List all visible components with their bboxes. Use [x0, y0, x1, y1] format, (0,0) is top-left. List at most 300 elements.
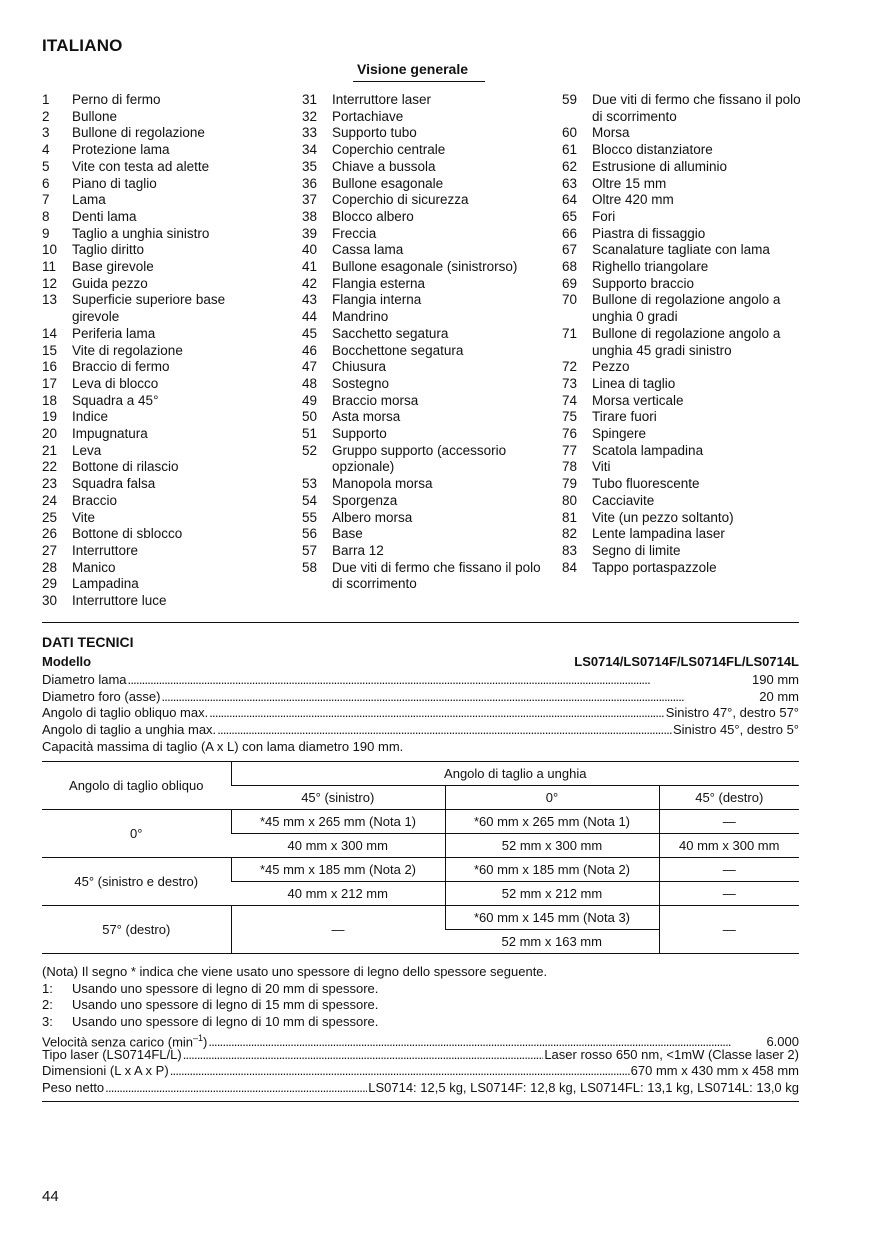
item-label: Interruttore	[72, 542, 139, 558]
item-label: Base girevole	[72, 259, 154, 275]
table-cell: —	[659, 810, 799, 834]
parts-list-column-2	[302, 92, 542, 593]
item-label: Taglio a unghia sinistro	[72, 225, 210, 241]
leader-dots	[183, 1047, 544, 1064]
item-label: Lama	[72, 192, 106, 208]
item-number: 39	[302, 225, 318, 241]
item-label: Bullone di regolazione angolo a unghia 0 gradi	[592, 292, 781, 325]
item-number: 17	[42, 375, 58, 391]
item-number: 41	[302, 259, 318, 275]
item-number: 65	[562, 208, 578, 224]
item-number: 23	[42, 476, 58, 492]
leader-dots	[217, 722, 672, 739]
item-label: Barra 12	[332, 542, 384, 558]
note-item	[42, 997, 799, 1014]
item-number: 79	[562, 476, 578, 492]
list-item	[562, 359, 802, 376]
list-item	[42, 176, 252, 193]
list-item	[302, 209, 542, 226]
item-label: Flangia interna	[332, 292, 422, 308]
table-cell: 40 mm x 212 mm	[231, 882, 445, 906]
list-item	[42, 526, 252, 543]
item-number: 19	[42, 409, 58, 425]
item-label: Morsa	[592, 125, 630, 141]
item-number: 69	[562, 275, 578, 291]
spec-label: Diametro foro (asse)	[42, 688, 161, 704]
item-number: 77	[562, 442, 578, 458]
item-label: Supporto	[332, 426, 387, 442]
list-item	[42, 242, 252, 259]
item-number: 1	[42, 92, 50, 107]
list-item	[562, 276, 802, 293]
list-item	[302, 159, 542, 176]
parts-list-column-3	[562, 92, 802, 576]
item-number: 70	[562, 292, 578, 308]
bottom-divider	[42, 1101, 799, 1102]
table-cell: 52 mm x 212 mm	[445, 882, 659, 906]
spec-value: 190 mm	[752, 672, 799, 687]
item-number: 83	[562, 542, 578, 558]
item-label: Lente lampadina laser	[592, 526, 725, 542]
item-label: Blocco distanziatore	[592, 142, 713, 158]
item-number: 10	[42, 242, 58, 258]
model-row	[42, 654, 799, 669]
note-item	[42, 981, 799, 998]
list-item	[42, 493, 252, 510]
item-label: Piano di taglio	[72, 175, 157, 191]
item-label: Scanalature tagliate con lama	[592, 242, 770, 258]
spec-value: 20 mm	[759, 688, 799, 704]
list-item	[302, 292, 542, 309]
list-item	[302, 326, 542, 343]
language-heading: ITALIANO	[42, 36, 123, 55]
parts-list-column-1	[42, 92, 252, 610]
item-number: 84	[562, 559, 578, 575]
list-item	[42, 109, 252, 126]
item-number: 43	[302, 292, 318, 308]
item-number: 64	[562, 192, 578, 208]
item-number: 18	[42, 392, 58, 408]
item-number: 52	[302, 442, 318, 458]
item-label: Coperchio di sicurezza	[332, 192, 469, 208]
spec-value: Sinistro 45°, destro 5°	[672, 721, 799, 737]
item-label: Base	[332, 526, 363, 542]
item-label: Impugnatura	[72, 426, 148, 442]
overview-heading: Visione generale	[357, 61, 469, 77]
item-number: 35	[302, 158, 318, 174]
item-label: Lampadina	[72, 576, 139, 592]
item-number: 72	[562, 359, 578, 375]
item-number: 78	[562, 459, 578, 475]
list-item	[302, 276, 542, 293]
note-item	[42, 1014, 799, 1031]
spec-label: Diametro lama	[42, 672, 127, 687]
item-label: Oltre 420 mm	[592, 192, 674, 208]
item-label: Due viti di fermo che fissano il polo di scorrimento	[332, 559, 541, 592]
list-item	[42, 510, 252, 527]
item-number: 59	[562, 92, 578, 107]
item-number: 4	[42, 142, 50, 158]
item-label: Tirare fuori	[592, 409, 657, 425]
item-number: 28	[42, 559, 58, 575]
item-label: Pezzo	[592, 359, 630, 375]
item-number: 21	[42, 442, 58, 458]
item-label: Bullone di regolazione	[72, 125, 205, 141]
spec-label: Tipo laser (LS0714FL/L)	[42, 1046, 182, 1062]
item-number: 5	[42, 158, 50, 174]
note-number: 1:	[42, 980, 53, 996]
item-number: 62	[562, 158, 578, 174]
item-label: Vite	[72, 509, 96, 525]
table-cell: —	[659, 882, 799, 906]
item-number: 31	[302, 92, 318, 107]
list-item	[42, 192, 252, 209]
item-label: Fori	[592, 208, 616, 224]
item-label: Mandrino	[332, 309, 389, 325]
spec-row	[42, 705, 799, 722]
item-number: 44	[302, 309, 318, 325]
model-label: Modello	[42, 654, 92, 669]
item-label: Blocco albero	[332, 208, 414, 224]
table-cell: *60 mm x 265 mm (Nota 1)	[445, 810, 659, 834]
item-number: 3	[42, 125, 50, 141]
item-label: Viti	[592, 459, 611, 475]
item-number: 37	[302, 192, 318, 208]
list-item	[42, 443, 252, 460]
header-bevel: Angolo di taglio a unghia	[231, 762, 799, 786]
item-number: 33	[302, 125, 318, 141]
spec-row	[42, 689, 799, 706]
item-label: Guida pezzo	[72, 275, 148, 291]
section-divider	[42, 622, 799, 623]
list-item	[42, 359, 252, 376]
list-item	[562, 125, 802, 142]
item-label: Manopola morsa	[332, 476, 433, 492]
list-item	[302, 376, 542, 393]
item-number: 48	[302, 375, 318, 391]
list-item	[562, 292, 802, 325]
item-label: Leva	[72, 442, 102, 458]
list-item	[302, 242, 542, 259]
notes-block	[42, 964, 799, 1030]
item-number: 76	[562, 426, 578, 442]
item-label: Indice	[72, 409, 109, 425]
item-label: Vite con testa ad alette	[72, 158, 210, 174]
item-label: Flangia esterna	[332, 275, 426, 291]
spec-row	[42, 672, 799, 689]
list-item	[302, 393, 542, 410]
list-item	[562, 560, 802, 577]
item-label: Estrusione di alluminio	[592, 158, 728, 174]
item-label: Sostegno	[332, 375, 390, 391]
item-number: 8	[42, 208, 50, 224]
spec-value: Laser rosso 650 nm, <1mW (Classe laser 2)	[544, 1046, 799, 1062]
list-item	[302, 426, 542, 443]
list-item	[562, 376, 802, 393]
list-item	[302, 476, 542, 493]
list-item	[42, 142, 252, 159]
list-item	[302, 526, 542, 543]
item-number: 60	[562, 125, 578, 141]
item-label: Superficie superiore base girevole	[72, 292, 226, 325]
item-number: 34	[302, 142, 318, 158]
spec-row-speed	[42, 1030, 799, 1050]
list-item	[42, 125, 252, 142]
spec-label: Peso netto	[42, 1079, 105, 1095]
item-number: 9	[42, 225, 50, 241]
spec-row-dimensions	[42, 1063, 799, 1080]
item-number: 54	[302, 492, 318, 508]
item-label: Freccia	[332, 225, 377, 241]
list-item	[562, 459, 802, 476]
item-label: Tubo fluorescente	[592, 476, 700, 492]
list-item	[42, 576, 252, 593]
item-label: Bullone esagonale	[332, 175, 444, 191]
item-label: Braccio di fermo	[72, 359, 170, 375]
spec-value: Sinistro 47°, destro 57°	[665, 705, 799, 720]
item-number: 45	[302, 325, 318, 341]
capacity-caption: Capacità massima di taglio (A x L) con lama diametro 190 mm.	[42, 739, 404, 754]
note-text: Usando uno spessore di legno di 15 mm di spessore.	[72, 997, 379, 1013]
model-value: LS0714/LS0714F/LS0714FL/LS0714L	[574, 654, 799, 669]
item-number: 42	[302, 275, 318, 291]
item-label: Leva di blocco	[72, 375, 159, 391]
list-item	[302, 409, 542, 426]
item-label: Albero morsa	[332, 509, 413, 525]
row-label-57: 57° (destro)	[42, 906, 231, 954]
item-number: 82	[562, 526, 578, 542]
list-item	[562, 142, 802, 159]
leader-dots	[105, 1080, 367, 1097]
item-label: Portachiave	[332, 108, 404, 124]
item-label: Bottone di rilascio	[72, 459, 179, 475]
list-item	[42, 393, 252, 410]
leader-dots	[128, 672, 752, 689]
list-item	[302, 359, 542, 376]
leader-dots	[170, 1063, 630, 1080]
item-label: Squadra falsa	[72, 476, 156, 492]
item-label: Due viti di fermo che fissano il polo di scorrimento	[592, 92, 801, 124]
list-item	[302, 176, 542, 193]
list-item	[302, 543, 542, 560]
list-item	[302, 560, 542, 593]
item-number: 58	[302, 559, 318, 575]
item-number: 20	[42, 426, 58, 442]
item-label: Righello triangolare	[592, 259, 709, 275]
list-item	[42, 259, 252, 276]
item-label: Denti lama	[72, 208, 137, 224]
subheader-45-right: 45° (destro)	[659, 786, 799, 810]
list-item	[302, 493, 542, 510]
list-item	[562, 242, 802, 259]
item-number: 51	[302, 426, 318, 442]
table-cell: 40 mm x 300 mm	[659, 834, 799, 858]
item-number: 80	[562, 492, 578, 508]
list-item	[42, 459, 252, 476]
list-item	[302, 109, 542, 126]
leader-dots	[209, 705, 665, 722]
note-number: 3:	[42, 1013, 53, 1029]
item-number: 67	[562, 242, 578, 258]
item-number: 27	[42, 542, 58, 558]
item-label: Sporgenza	[332, 492, 398, 508]
item-number: 15	[42, 342, 58, 358]
item-number: 66	[562, 225, 578, 241]
row-label-45: 45° (sinistro e destro)	[42, 858, 231, 906]
spec-value: LS0714: 12,5 kg, LS0714F: 12,8 kg, LS0714FL: 13,1 kg, LS0714L: 13,0 kg	[368, 1079, 799, 1095]
item-number: 38	[302, 208, 318, 224]
list-item	[302, 226, 542, 243]
spec-value: 670 mm x 430 mm x 458 mm	[630, 1063, 799, 1079]
item-number: 47	[302, 359, 318, 375]
item-label: Scatola lampadina	[592, 442, 704, 458]
item-label: Supporto tubo	[332, 125, 417, 141]
list-item	[42, 209, 252, 226]
item-number: 14	[42, 325, 58, 341]
overview-underline	[353, 81, 485, 82]
item-number: 36	[302, 175, 318, 191]
specs-list	[42, 672, 799, 738]
item-number: 40	[302, 242, 318, 258]
note-number: 2:	[42, 997, 53, 1013]
item-label: Cassa lama	[332, 242, 404, 258]
list-item	[562, 326, 802, 359]
item-label: Gruppo supporto (accessorio opzionale)	[332, 442, 507, 475]
leader-dots	[161, 689, 758, 706]
list-item	[42, 343, 252, 360]
item-number: 61	[562, 142, 578, 158]
spec-row	[42, 722, 799, 739]
spec-value: 6.000	[766, 1034, 799, 1050]
spec-label: Velocità senza carico $(\min^{-1})$	[42, 1033, 208, 1050]
item-label: Squadra a 45°	[72, 392, 159, 408]
list-item	[562, 443, 802, 460]
item-number: 63	[562, 175, 578, 191]
item-number: 49	[302, 392, 318, 408]
table-cell: *45 mm x 185 mm (Nota 2)	[231, 858, 445, 882]
item-label: Interruttore luce	[72, 593, 167, 609]
list-item	[42, 409, 252, 426]
row-label-0: 0°	[42, 810, 231, 858]
item-number: 50	[302, 409, 318, 425]
list-item	[302, 309, 542, 326]
table-cell: 40 mm x 300 mm	[231, 834, 445, 858]
item-label: Perno di fermo	[72, 92, 161, 107]
item-label: Interruttore laser	[332, 92, 432, 107]
item-label: Bullone	[72, 108, 118, 124]
table-cell: —	[659, 906, 799, 954]
item-number: 56	[302, 526, 318, 542]
list-item	[42, 376, 252, 393]
item-label: Bocchettone segatura	[332, 342, 464, 358]
list-item	[562, 476, 802, 493]
page-number: 44	[42, 1188, 59, 1205]
item-number: 46	[302, 342, 318, 358]
item-label: Bullone di regolazione angolo a unghia 45 gradi sinistro	[592, 325, 781, 358]
subheader-45-left: 45° (sinistro)	[231, 786, 445, 810]
note-text: Usando uno spessore di legno di 20 mm di spessore.	[72, 980, 379, 996]
specs-heading: DATI TECNICI	[42, 634, 134, 650]
table-cell: *60 mm x 145 mm (Nota 3)	[445, 906, 659, 930]
list-item	[302, 343, 542, 360]
item-label: Linea di taglio	[592, 375, 676, 391]
list-item	[562, 226, 802, 243]
list-item	[562, 393, 802, 410]
item-number: 16	[42, 359, 58, 375]
spec-row-weight	[42, 1080, 799, 1097]
item-label: Tappo portaspazzole	[592, 559, 717, 575]
table-cell: —	[231, 906, 445, 954]
spec-row-laser	[42, 1047, 799, 1064]
list-item	[562, 209, 802, 226]
list-item	[302, 92, 542, 109]
table-cell: 52 mm x 300 mm	[445, 834, 659, 858]
list-item	[562, 159, 802, 176]
list-item	[562, 259, 802, 276]
item-number: 7	[42, 192, 50, 208]
item-number: 71	[562, 325, 578, 341]
item-number: 26	[42, 526, 58, 542]
item-number: 57	[302, 542, 318, 558]
list-item	[562, 510, 802, 527]
list-item	[42, 593, 252, 610]
list-item	[562, 192, 802, 209]
list-item	[562, 493, 802, 510]
item-label: Periferia lama	[72, 325, 156, 341]
list-item	[42, 476, 252, 493]
list-item	[302, 443, 542, 476]
item-number: 24	[42, 492, 58, 508]
item-label: Bullone esagonale (sinistrorso)	[332, 259, 518, 275]
item-number: 55	[302, 509, 318, 525]
list-item	[562, 92, 802, 125]
item-number: 73	[562, 375, 578, 391]
item-number: 22	[42, 459, 58, 475]
item-number: 74	[562, 392, 578, 408]
list-item	[302, 259, 542, 276]
header-oblique: Angolo di taglio obliquo	[42, 762, 231, 810]
item-label: Vite (un pezzo soltanto)	[592, 509, 734, 525]
table-cell: —	[659, 858, 799, 882]
item-label: Spingere	[592, 426, 647, 442]
list-item	[562, 176, 802, 193]
item-number: 75	[562, 409, 578, 425]
list-item	[42, 426, 252, 443]
spec-label: Angolo di taglio obliquo max.	[42, 705, 209, 720]
table-cell: *45 mm x 265 mm (Nota 1)	[231, 810, 445, 834]
list-item	[562, 426, 802, 443]
list-item	[42, 92, 252, 109]
item-number: 53	[302, 476, 318, 492]
item-label: Braccio	[72, 492, 118, 508]
item-label: Supporto braccio	[592, 275, 695, 291]
specs-list-2	[42, 1030, 799, 1096]
item-number: 25	[42, 509, 58, 525]
item-label: Sacchetto segatura	[332, 325, 449, 341]
list-item	[42, 276, 252, 293]
list-item	[562, 526, 802, 543]
list-item	[42, 326, 252, 343]
item-number: 12	[42, 275, 58, 291]
item-number: 68	[562, 259, 578, 275]
item-label: Protezione lama	[72, 142, 170, 158]
table-cell: 52 mm x 163 mm	[445, 930, 659, 954]
item-number: 6	[42, 175, 50, 191]
list-item	[302, 510, 542, 527]
item-number: 13	[42, 292, 58, 308]
item-label: Chiusura	[332, 359, 387, 375]
table-cell: *60 mm x 185 mm (Nota 2)	[445, 858, 659, 882]
